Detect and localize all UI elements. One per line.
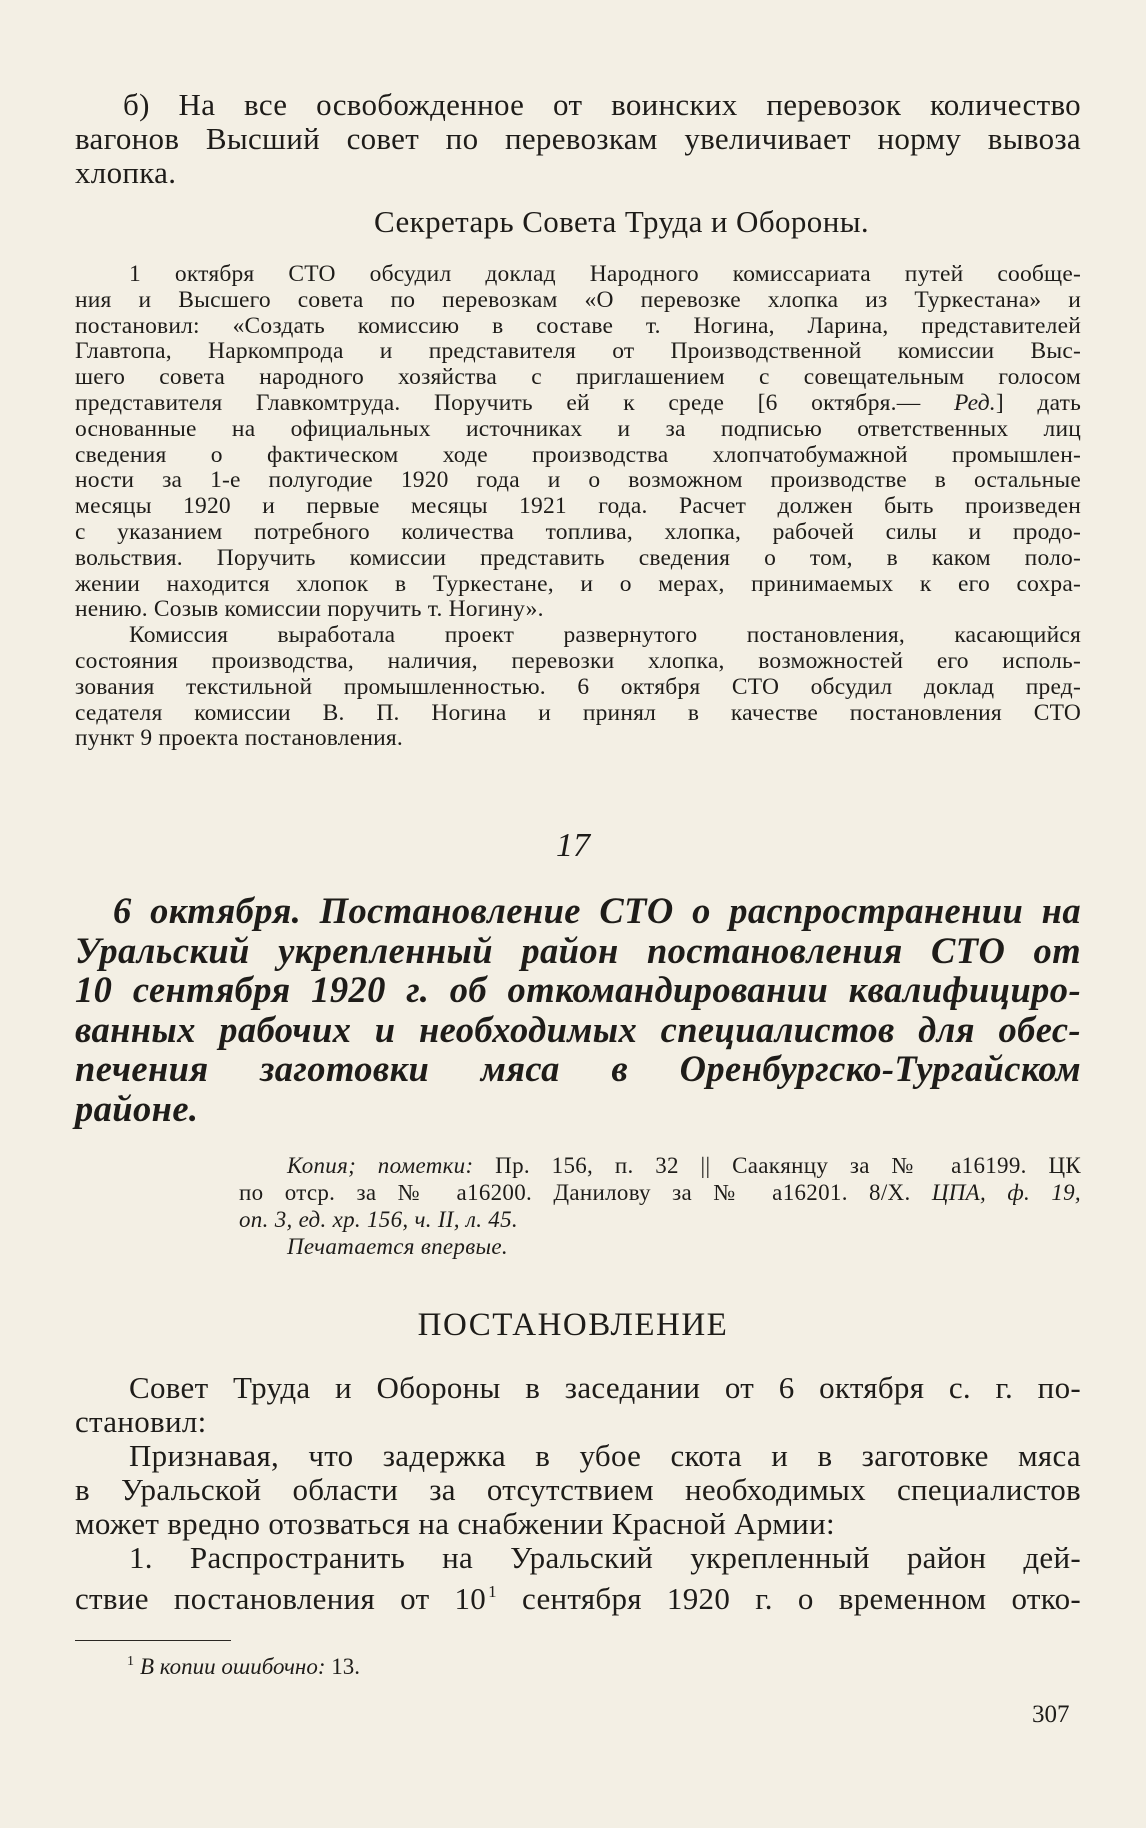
text-span: ] дать — [995, 389, 1081, 416]
paragraph-b — [75, 88, 1081, 190]
resolution-body — [75, 1371, 1081, 1616]
text-line: седателя комиссии В. П. Ногина и принял в качестве постановления СТО — [75, 699, 1081, 726]
text-line: 1 октября СТО обсудил доклад Народного комиссариата путей сообще- — [129, 261, 1081, 287]
archive-text: по отср. за № а16200. Данилову за № а16201. 8/X. — [239, 1180, 932, 1205]
text-line: пункт 9 проекта постановления. — [75, 725, 403, 752]
editor-mark: Ред. — [953, 389, 996, 416]
publication-note: Печатается впервые. — [287, 1234, 508, 1259]
text-line: в Уральской области за отсутствием необходимых специалистов — [75, 1472, 1081, 1507]
text-line — [75, 1575, 1081, 1616]
text-line: может вредно отозваться на снабжении Красной Армии: — [75, 1506, 835, 1541]
signature-line: Секретарь Совета Труда и Обороны. — [374, 204, 870, 239]
title-line: районе. — [75, 1087, 199, 1129]
archive-line — [287, 1152, 1081, 1179]
archive-line — [239, 1179, 1081, 1206]
page-number: 307 — [1032, 1701, 1070, 1728]
text-line — [75, 391, 1081, 417]
footnote-text: 13. — [325, 1654, 361, 1679]
archive-text: Пр. 156, п. 32 || Саакянцу за № а16199. ЦК — [473, 1153, 1081, 1178]
document-title — [75, 891, 1081, 1128]
text-line: вольствия. Поручить комиссии представить сведения о том, в каком поло- — [75, 544, 1081, 571]
text-line: б) На все освобожденное от воинских перевозок количество — [123, 87, 1081, 122]
document-number: 17 — [556, 827, 590, 864]
text-line: сведения о фактическом ходе производства хлопчатобумажной промышлен- — [75, 441, 1081, 468]
title-line: Уральский укрепленный район постановления СТО от — [75, 929, 1081, 971]
text-line: ния и Высшего совета по перевозкам «О перевозке хлопка из Туркестана» и — [75, 286, 1081, 313]
title-line: 6 октября. Постановление СТО о распространении на — [113, 890, 1081, 931]
text-line: ности за 1-е полугодие 1920 года и о возможном производстве в остальные — [75, 467, 1081, 494]
text-line: становил: — [75, 1404, 207, 1439]
text-line: нению. Созыв комиссии поручить т. Ногину». — [75, 596, 544, 623]
text-line: Главтопа, Наркомпрода и представителя от Производственной комиссии Выс- — [75, 338, 1081, 365]
footnote-reference: 1 — [488, 1582, 497, 1601]
footnote-divider — [75, 1640, 231, 1641]
text-line: шего совета народного хозяйства с приглашением с совещательным голосом — [75, 364, 1081, 391]
text-line: основанные на официальных источниках и за подписью ответственных лиц — [75, 415, 1081, 442]
title-line: 10 сентября 1920 г. об откомандировании квалифициро- — [75, 969, 1081, 1010]
footnote-label: В копии ошибочно: — [140, 1654, 326, 1679]
footnote — [127, 1648, 360, 1681]
archive-line: оп. 3, ед. хр. 156, ч. II, л. 45. — [239, 1207, 518, 1232]
section-heading: ПОСТАНОВЛЕНИЕ — [417, 1307, 729, 1343]
text-line: Признавая, что задержка в убое скота и в заготовке мяса — [129, 1438, 1081, 1473]
text-line: состояния производства, наличия, перевозки хлопка, возможностей его исполь- — [75, 647, 1081, 674]
title-line: печения заготовки мяса в Оренбургско-Тургайском — [75, 1048, 1081, 1089]
text-span: ствие постановления от 10 — [75, 1581, 487, 1616]
text-line: хлопка. — [75, 155, 177, 190]
text-span: сентября 1920 г. о временном отко- — [496, 1581, 1081, 1616]
text-line: 1. Распространить на Уральский укрепленный район дей- — [129, 1540, 1081, 1575]
editorial-note — [75, 262, 1081, 752]
archive-source: ЦПА, ф. 19, — [931, 1180, 1081, 1205]
archive-label: Копия; пометки: — [287, 1153, 474, 1178]
archive-reference — [239, 1152, 1081, 1260]
text-line: Комиссия выработала проект развернутого постановления, касающийся — [129, 622, 1081, 649]
text-line: месяцы 1920 и первые месяцы 1921 года. Расчет должен быть произведен — [75, 493, 1081, 520]
text-line: жении находится хлопок в Туркестане, и о мерах, принимаемых к его сохра- — [75, 570, 1081, 597]
text-line: постановил: «Создать комиссию в составе т. Ногина, Ларина, представителей — [75, 312, 1081, 339]
text-line: вагонов Высший совет по перевозкам увеличивает норму вывоза — [75, 121, 1081, 156]
text-span: представителя Главкомтруда. Поручить ей к среде [6 октября.— — [75, 389, 954, 416]
title-line: ванных рабочих и необходимых специалистов для обес- — [75, 1008, 1081, 1050]
text-line: зования текстильной промышленностью. 6 октября СТО обсудил доклад пред- — [75, 673, 1081, 700]
text-line: с указанием потребного количества топлива, хлопка, рабочей силы и продо- — [75, 518, 1081, 545]
footnote-mark: 1 — [127, 1654, 134, 1669]
text-line: Совет Труда и Обороны в заседании от 6 октября с. г. по- — [129, 1370, 1081, 1405]
